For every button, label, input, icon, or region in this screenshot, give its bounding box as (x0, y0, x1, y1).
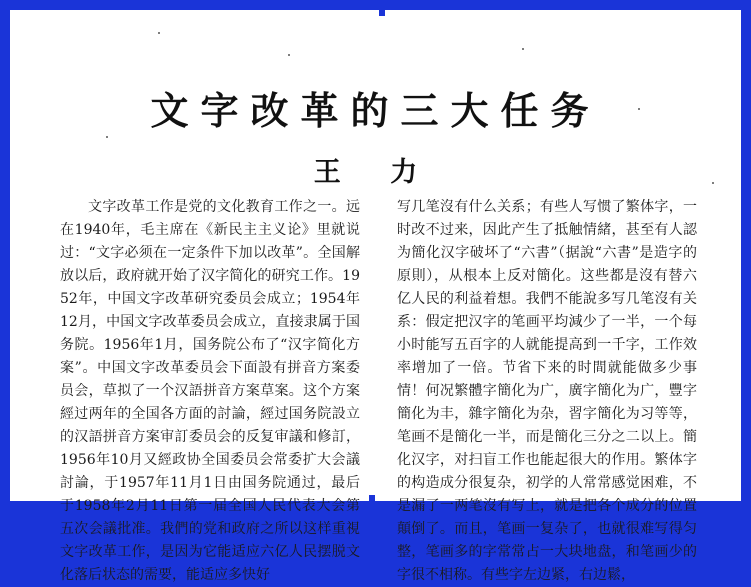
article-column-left (60, 196, 360, 583)
article-column-right (397, 196, 697, 583)
article-author: 王 力 (313, 157, 438, 188)
scanned-page (10, 10, 741, 583)
page-marker-top (379, 10, 385, 16)
paragraph-right: 写几笔沒有什么关系；有些人写惯了繁体字，一时改不过来，因此产生了抵触情緒，甚至有人認为簡化汉字破坏了“六書”（据說“六書”是造字的原則），从根本上反对簡化。这些都是沒有替六亿人民的利益着想。我們不能說多写几笔沒有关系：假定把汉字的笔画平均減少了一半，一个每小时能写五百字的人就能提高到一千字，工作效率增加了一倍。节省下来的时間就能做多少事情！何况繁體字簡化为广，廣字簡化为广，豐字簡化为丰，雜字簡化为杂，習字簡化为习等等，笔画不是簡化一半，而是簡化三分之二以上。簡化汉字，对扫盲工作也能起很大的作用。繁体字的构造成分很复杂，初学的人常常感觉困难，不是漏了一两笔沒有写上，就是把各个成分的位置顛倒了。而且，笔画一复杂了，也就很难写得匀整，笔画多的字常常占一大块地盘，和笔画少的字很不相称。有些字左边紧，右边鬆， (397, 199, 697, 583)
paragraph-left: 文字改革工作是党的文化教育工作之一。远在1940年，毛主席在《新民主主义论》里就说过：“文字必须在一定条件下加以改革”。全国解放以后，政府就开始了汉字简化的研究工作。1952年，中国文字改革研究委员会成立；1954年12月，中国文字改革委员会成立，直接隶属于国务院。1956年1月，国务院公布了“汉字简化方案”。中国文字改革委员会下面設有拼音方案委员会，草拟了一个汉語拼音方案草案。这个方案經过两年的全国各方面的討論，經过国务院設立的汉語拼音方案审訂委员会的反复审議和修訂，1956年10月又經政协全国委员会常委扩大会議討論，于1957年11月1日由国务院通过，最后于1958年2月11日第一届全国人民代表大会第五次会議批准。我們的党和政府之所以这样重視文字改革工作，是因为它能适应六亿人民摆脱文化落后状态的需要，能适应多快好 (60, 199, 360, 583)
page-marker-bottom (369, 495, 375, 501)
article-title: 文字改革的三大任务 (150, 88, 601, 133)
